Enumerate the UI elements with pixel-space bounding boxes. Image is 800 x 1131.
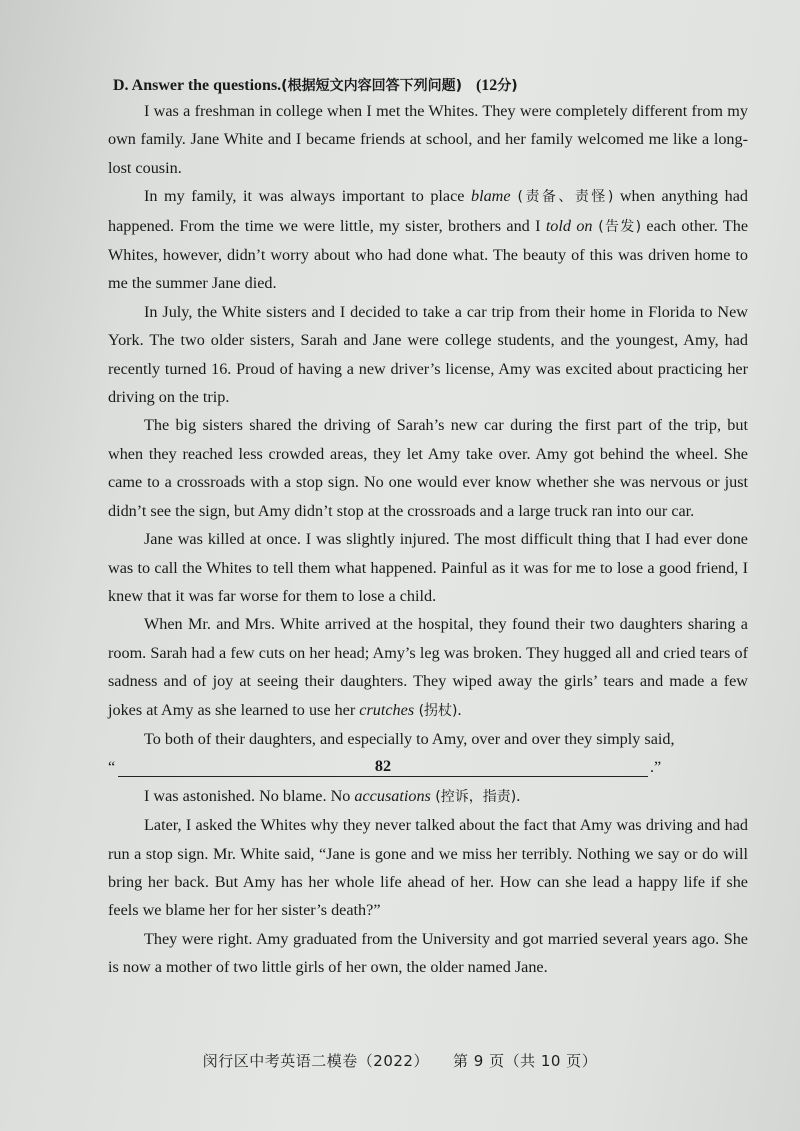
paragraph-3: In July, the White sisters and I decided to take a car trip from their home in Florida to New York. The two older sisters, Sarah and Jane were college students, and the youngest, Amy, had recently turned 16. Proud of having a new driver’s license, Amy was excited about practicing her driving on the trip. (108, 302, 748, 407)
section-label: D. Answer the questions. (113, 77, 282, 94)
gloss-told-on: (告发) (592, 218, 642, 235)
footer-page-number: 第 9 页（共 10 页） (452, 1052, 598, 1070)
glossed-word-blame: blame (471, 187, 511, 206)
glossed-word-accusations: accusations (354, 786, 431, 805)
answer-blank-82[interactable]: 82 (118, 756, 648, 777)
gloss-accusations: (控诉，指责) (430, 788, 517, 805)
gloss-crutches: (拐杖) (414, 702, 458, 719)
blank-open-quote: “ (108, 758, 116, 777)
blank-close-quote: .” (650, 758, 662, 777)
paragraph-9: Later, I asked the Whites why they never talked about the fact that Amy was driving and had run a stop sign. Mr. White said, “Jane is gone and we miss her terribly. Nothing we say or do will bring her back. But Amy has her whole life ahead of her. How can she lead a happy life if she feels we blame her for her sister’s death?” (108, 816, 748, 920)
footer-exam-title: 闵行区中考英语二模卷（2022） (202, 1052, 429, 1070)
paragraph-4: The big sisters shared the driving of Sarah’s new car during the first part of the trip, but when they reached less crowded areas, they let Amy take over. Amy got behind the wheel. She came to a crossroads with a stop sign. No one would ever know whether she was nervous or just didn’t see the sign, but Amy didn’t stop at the crossroads and a large truck ran into our car. (108, 416, 748, 520)
section-instruction: (根据短文内容回答下列问题) (281, 78, 462, 94)
passage (108, 97, 748, 982)
paragraph-5: Jane was killed at once. I was slightly injured. The most difficult thing that I had ever done was to call the Whites to tell them what happened. Painful as it was for me to lose a good friend, I knew that it was far worse for them to lose a child. (108, 530, 748, 605)
page-footer (0, 1050, 800, 1071)
section-heading (113, 74, 518, 98)
glossed-word-crutches: crutches (359, 700, 415, 719)
paragraph-6: When Mr. and Mrs. White arrived at the hospital, they found their two daughters sharing a room. Sarah had a few cuts on her head; Amy’s leg was broken. They hugged all and cried tears of sadness and of joy at seeing their daughters. They wiped away the girls’ tears and made a few jokes at Amy as she learned to use her crutches (拐杖). (108, 615, 748, 719)
glossed-word-told-on: told on (545, 216, 593, 235)
paragraph-8: I was astonished. No blame. No accusations (控诉，指责). (144, 786, 521, 805)
paragraph-2: In my family, it was always important to place blame (责备、责怪) when anything had happened. From the time we were little, my sister, brothers and I told on (告发) each other. The Whites, however, didn’t worry about who had done what. The beauty of this was driven home to me the summer Jane died. (108, 187, 749, 293)
gloss-blame: (责备、责怪) (510, 189, 614, 206)
paragraph-1: I was a freshman in college when I met the Whites. They were completely different from my own family. Jane White and I became friends at school, and her family welcomed me like a long-lost cousin. (108, 102, 748, 177)
paragraph-7: To both of their daughters, and especially to Amy, over and over they simply said, (144, 729, 675, 748)
section-score: (12分) (475, 77, 518, 94)
paragraph-10: They were right. Amy graduated from the University and got married several years ago. She is now a mother of two little girls of her own, the older named Jane. (108, 929, 748, 977)
answer-blank-line (108, 753, 748, 781)
